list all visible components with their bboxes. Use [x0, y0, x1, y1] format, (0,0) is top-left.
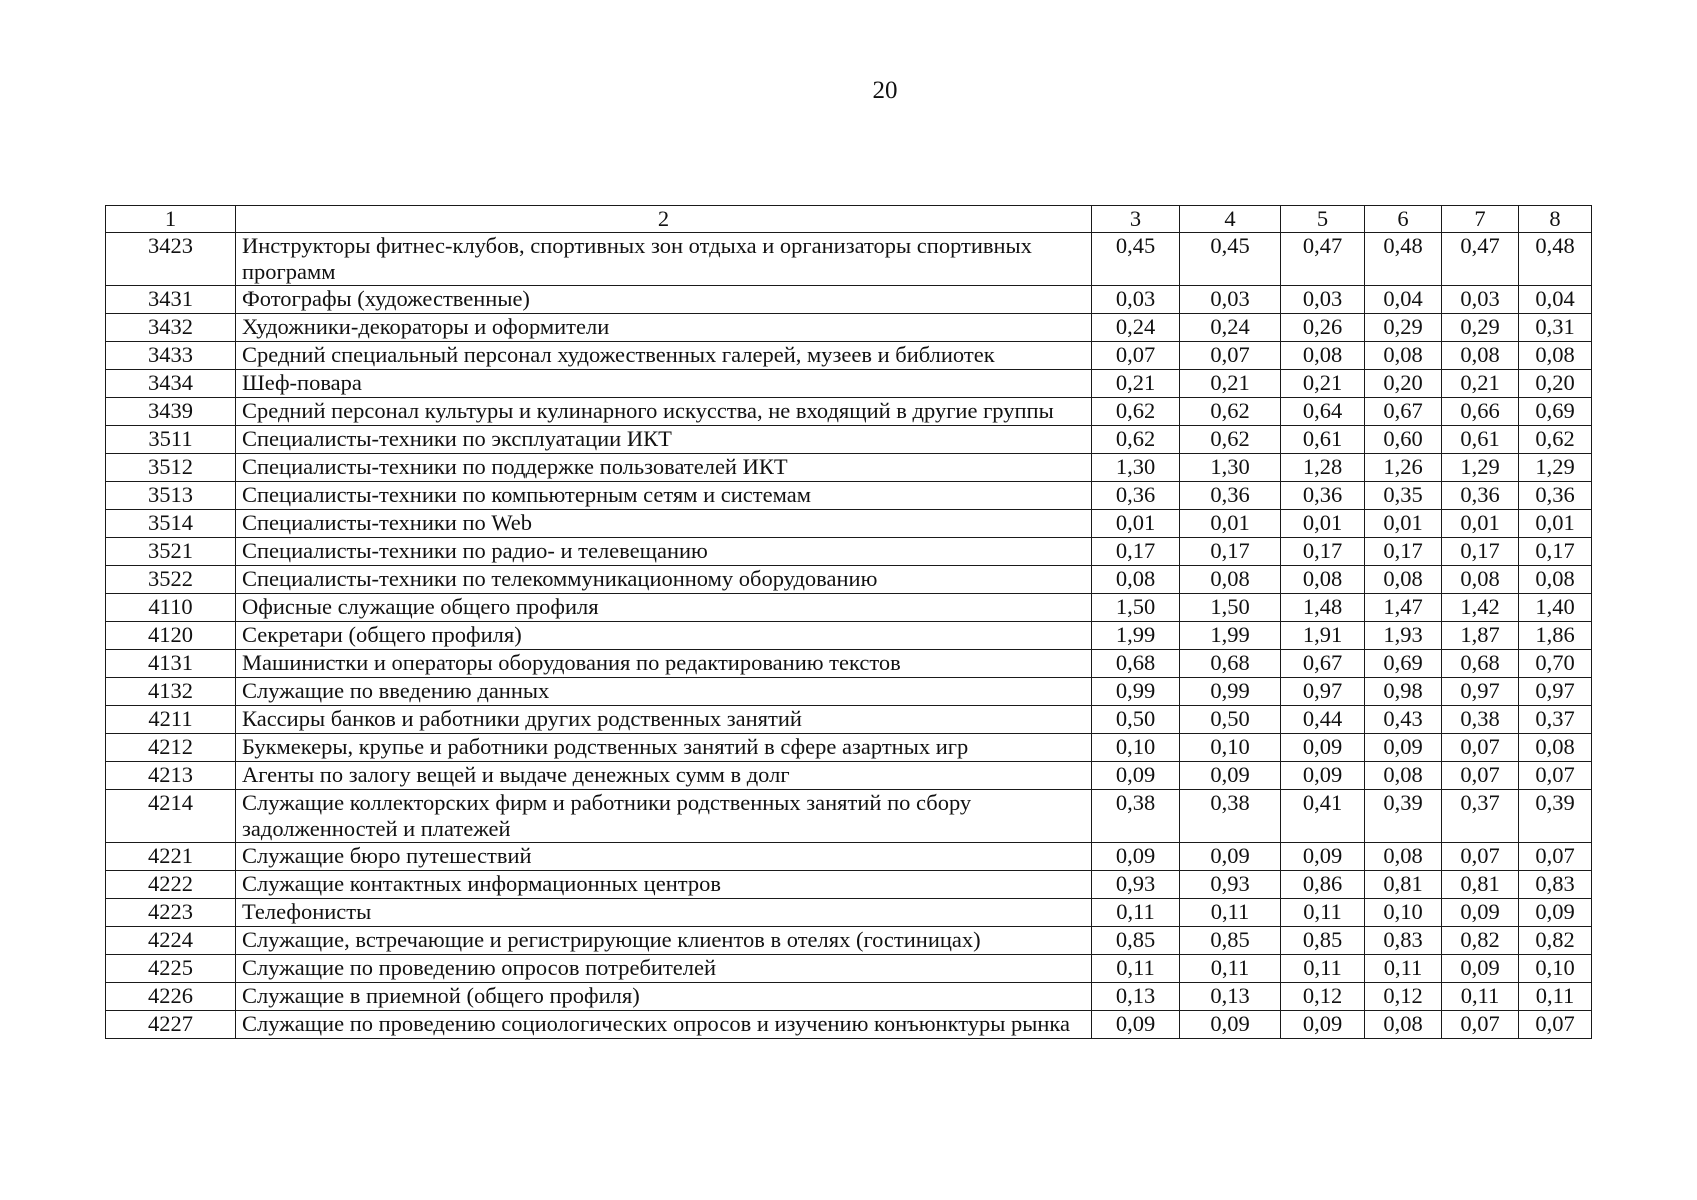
value-cell: 0,85 — [1281, 927, 1365, 955]
value-cell: 0,35 — [1365, 482, 1442, 510]
table-row — [106, 706, 1592, 734]
occupation-name: Служащие по проведению социологических опросов и изучению конъюнктуры рынка — [236, 1011, 1092, 1039]
occupation-name: Офисные служащие общего профиля — [236, 594, 1092, 622]
value-cell: 0,09 — [1442, 955, 1519, 983]
value-cell: 0,21 — [1180, 370, 1281, 398]
value-cell: 0,09 — [1092, 762, 1180, 790]
value-cell: 0,38 — [1092, 790, 1180, 843]
value-cell: 0,99 — [1180, 678, 1281, 706]
occupation-name: Средний специальный персонал художественных галерей, музеев и библиотек — [236, 342, 1092, 370]
value-cell: 0,47 — [1442, 233, 1519, 286]
occupation-name: Машинистки и операторы оборудования по редактированию текстов — [236, 650, 1092, 678]
value-cell: 0,09 — [1281, 843, 1365, 871]
column-header: 5 — [1281, 206, 1365, 233]
value-cell: 0,36 — [1180, 482, 1281, 510]
occupation-name: Специалисты-техники по Web — [236, 510, 1092, 538]
value-cell: 1,30 — [1180, 454, 1281, 482]
value-cell: 0,45 — [1092, 233, 1180, 286]
value-cell: 0,24 — [1180, 314, 1281, 342]
value-cell: 0,36 — [1281, 482, 1365, 510]
value-cell: 0,38 — [1180, 790, 1281, 843]
value-cell: 0,08 — [1442, 342, 1519, 370]
value-cell: 0,24 — [1092, 314, 1180, 342]
occupation-code: 4214 — [106, 790, 236, 843]
value-cell: 0,21 — [1281, 370, 1365, 398]
value-cell: 0,09 — [1281, 734, 1365, 762]
value-cell: 0,21 — [1092, 370, 1180, 398]
column-header: 1 — [106, 206, 236, 233]
value-cell: 0,13 — [1092, 983, 1180, 1011]
value-cell: 1,47 — [1365, 594, 1442, 622]
value-cell: 0,09 — [1092, 843, 1180, 871]
value-cell: 1,29 — [1519, 454, 1592, 482]
occupation-code: 3423 — [106, 233, 236, 286]
value-cell: 0,41 — [1281, 790, 1365, 843]
value-cell: 1,48 — [1281, 594, 1365, 622]
value-cell: 0,17 — [1180, 538, 1281, 566]
value-cell: 0,47 — [1281, 233, 1365, 286]
column-header: 6 — [1365, 206, 1442, 233]
value-cell: 0,29 — [1442, 314, 1519, 342]
value-cell: 0,09 — [1281, 762, 1365, 790]
occupation-code: 3522 — [106, 566, 236, 594]
occupation-code: 4223 — [106, 899, 236, 927]
value-cell: 0,08 — [1365, 762, 1442, 790]
value-cell: 0,01 — [1442, 510, 1519, 538]
table-row — [106, 426, 1592, 454]
value-cell: 0,01 — [1281, 510, 1365, 538]
value-cell: 0,81 — [1365, 871, 1442, 899]
value-cell: 0,31 — [1519, 314, 1592, 342]
value-cell: 0,39 — [1365, 790, 1442, 843]
occupation-name: Специалисты-техники по поддержке пользователей ИКТ — [236, 454, 1092, 482]
table-row — [106, 927, 1592, 955]
table-row — [106, 650, 1592, 678]
table-row — [106, 678, 1592, 706]
occupation-name: Служащие контактных информационных центров — [236, 871, 1092, 899]
value-cell: 0,36 — [1519, 482, 1592, 510]
column-header: 7 — [1442, 206, 1519, 233]
value-cell: 0,62 — [1092, 398, 1180, 426]
occupation-name: Служащие в приемной (общего профиля) — [236, 983, 1092, 1011]
table-row — [106, 899, 1592, 927]
value-cell: 0,64 — [1281, 398, 1365, 426]
value-cell: 0,67 — [1365, 398, 1442, 426]
value-cell: 0,62 — [1180, 398, 1281, 426]
occupation-name: Служащие бюро путешествий — [236, 843, 1092, 871]
occupation-name: Специалисты-техники по телекоммуникационному оборудованию — [236, 566, 1092, 594]
value-cell: 0,70 — [1519, 650, 1592, 678]
value-cell: 0,11 — [1281, 899, 1365, 927]
value-cell: 1,42 — [1442, 594, 1519, 622]
table-row — [106, 566, 1592, 594]
occupation-code: 4120 — [106, 622, 236, 650]
value-cell: 0,08 — [1180, 566, 1281, 594]
value-cell: 0,83 — [1365, 927, 1442, 955]
occupation-code: 3521 — [106, 538, 236, 566]
occupation-name: Инструкторы фитнес-клубов, спортивных зон отдыха и организаторы спортивных программ — [236, 233, 1092, 286]
occupation-code: 3433 — [106, 342, 236, 370]
occupation-name: Служащие по введению данных — [236, 678, 1092, 706]
value-cell: 0,11 — [1180, 955, 1281, 983]
occupation-code: 4213 — [106, 762, 236, 790]
value-cell: 1,29 — [1442, 454, 1519, 482]
value-cell: 1,50 — [1092, 594, 1180, 622]
column-header: 8 — [1519, 206, 1592, 233]
value-cell: 1,40 — [1519, 594, 1592, 622]
value-cell: 0,62 — [1092, 426, 1180, 454]
table-row — [106, 286, 1592, 314]
value-cell: 0,11 — [1092, 899, 1180, 927]
table-body — [106, 233, 1592, 1039]
value-cell: 0,61 — [1442, 426, 1519, 454]
value-cell: 0,62 — [1180, 426, 1281, 454]
value-cell: 0,86 — [1281, 871, 1365, 899]
value-cell: 0,07 — [1092, 342, 1180, 370]
occupation-name: Секретари (общего профиля) — [236, 622, 1092, 650]
occupation-code: 4224 — [106, 927, 236, 955]
value-cell: 0,83 — [1519, 871, 1592, 899]
occupation-code: 3513 — [106, 482, 236, 510]
table-row — [106, 790, 1592, 843]
value-cell: 0,82 — [1519, 927, 1592, 955]
table-row — [106, 538, 1592, 566]
value-cell: 0,07 — [1519, 1011, 1592, 1039]
occupation-name: Агенты по залогу вещей и выдаче денежных сумм в долг — [236, 762, 1092, 790]
table-row — [106, 510, 1592, 538]
value-cell: 0,08 — [1365, 342, 1442, 370]
value-cell: 0,09 — [1092, 1011, 1180, 1039]
table-row — [106, 1011, 1592, 1039]
value-cell: 0,08 — [1281, 566, 1365, 594]
value-cell: 0,01 — [1519, 510, 1592, 538]
value-cell: 0,11 — [1092, 955, 1180, 983]
occupation-code: 4110 — [106, 594, 236, 622]
value-cell: 1,99 — [1180, 622, 1281, 650]
occupation-code: 4226 — [106, 983, 236, 1011]
column-header: 2 — [236, 206, 1092, 233]
value-cell: 0,04 — [1365, 286, 1442, 314]
value-cell: 0,09 — [1180, 762, 1281, 790]
value-cell: 0,07 — [1442, 843, 1519, 871]
value-cell: 0,39 — [1519, 790, 1592, 843]
value-cell: 0,08 — [1365, 1011, 1442, 1039]
value-cell: 0,08 — [1519, 342, 1592, 370]
value-cell: 0,03 — [1092, 286, 1180, 314]
occupation-name: Букмекеры, крупье и работники родственных занятий в сфере азартных игр — [236, 734, 1092, 762]
value-cell: 0,07 — [1519, 762, 1592, 790]
value-cell: 0,13 — [1180, 983, 1281, 1011]
value-cell: 0,08 — [1092, 566, 1180, 594]
value-cell: 1,86 — [1519, 622, 1592, 650]
value-cell: 0,11 — [1281, 955, 1365, 983]
value-cell: 0,69 — [1519, 398, 1592, 426]
table-row — [106, 871, 1592, 899]
value-cell: 0,68 — [1180, 650, 1281, 678]
value-cell: 0,43 — [1365, 706, 1442, 734]
value-cell: 0,85 — [1180, 927, 1281, 955]
table-row — [106, 233, 1592, 286]
value-cell: 0,10 — [1180, 734, 1281, 762]
table-row — [106, 762, 1592, 790]
value-cell: 0,01 — [1092, 510, 1180, 538]
table-row — [106, 843, 1592, 871]
value-cell: 0,48 — [1519, 233, 1592, 286]
occupation-name: Художники-декораторы и оформители — [236, 314, 1092, 342]
occupation-code: 4132 — [106, 678, 236, 706]
occupation-code: 3439 — [106, 398, 236, 426]
occupation-name: Служащие, встречающие и регистрирующие клиентов в отелях (гостиницах) — [236, 927, 1092, 955]
value-cell: 0,97 — [1442, 678, 1519, 706]
value-cell: 1,99 — [1092, 622, 1180, 650]
value-cell: 0,29 — [1365, 314, 1442, 342]
occupation-code: 4221 — [106, 843, 236, 871]
value-cell: 1,50 — [1180, 594, 1281, 622]
value-cell: 0,93 — [1092, 871, 1180, 899]
value-cell: 0,17 — [1281, 538, 1365, 566]
value-cell: 0,09 — [1365, 734, 1442, 762]
value-cell: 0,60 — [1365, 426, 1442, 454]
occupation-code: 4222 — [106, 871, 236, 899]
value-cell: 0,61 — [1281, 426, 1365, 454]
value-cell: 0,03 — [1180, 286, 1281, 314]
value-cell: 0,26 — [1281, 314, 1365, 342]
table-row — [106, 454, 1592, 482]
value-cell: 0,37 — [1442, 790, 1519, 843]
value-cell: 0,10 — [1365, 899, 1442, 927]
occupation-code: 4212 — [106, 734, 236, 762]
occupation-code: 4227 — [106, 1011, 236, 1039]
occupation-code: 4225 — [106, 955, 236, 983]
occupation-name: Служащие по проведению опросов потребителей — [236, 955, 1092, 983]
value-cell: 0,17 — [1442, 538, 1519, 566]
table-row — [106, 983, 1592, 1011]
value-cell: 0,38 — [1442, 706, 1519, 734]
value-cell: 0,11 — [1180, 899, 1281, 927]
value-cell: 0,07 — [1180, 342, 1281, 370]
table-row — [106, 370, 1592, 398]
occupation-name: Шеф-повара — [236, 370, 1092, 398]
value-cell: 1,93 — [1365, 622, 1442, 650]
value-cell: 0,07 — [1442, 734, 1519, 762]
table-row — [106, 342, 1592, 370]
occupation-name: Телефонисты — [236, 899, 1092, 927]
value-cell: 0,37 — [1519, 706, 1592, 734]
value-cell: 1,28 — [1281, 454, 1365, 482]
occupation-code: 3432 — [106, 314, 236, 342]
value-cell: 0,12 — [1281, 983, 1365, 1011]
occupation-table — [105, 205, 1592, 1039]
occupation-name: Средний персонал культуры и кулинарного искусства, не входящий в другие группы — [236, 398, 1092, 426]
occupation-code: 3511 — [106, 426, 236, 454]
occupation-name: Служащие коллекторских фирм и работники родственных занятий по сбору задолженностей и платежей — [236, 790, 1092, 843]
value-cell: 0,50 — [1092, 706, 1180, 734]
value-cell: 0,68 — [1442, 650, 1519, 678]
page-number: 20 — [872, 77, 898, 104]
table-row — [106, 955, 1592, 983]
value-cell: 0,11 — [1442, 983, 1519, 1011]
column-header: 3 — [1092, 206, 1180, 233]
value-cell: 0,36 — [1092, 482, 1180, 510]
occupation-name: Кассиры банков и работники других родственных занятий — [236, 706, 1092, 734]
value-cell: 0,97 — [1519, 678, 1592, 706]
value-cell: 0,82 — [1442, 927, 1519, 955]
occupation-name: Специалисты-техники по эксплуатации ИКТ — [236, 426, 1092, 454]
table-row — [106, 594, 1592, 622]
value-cell: 0,69 — [1365, 650, 1442, 678]
value-cell: 0,01 — [1180, 510, 1281, 538]
occupation-code: 3431 — [106, 286, 236, 314]
value-cell: 0,68 — [1092, 650, 1180, 678]
value-cell: 0,45 — [1180, 233, 1281, 286]
value-cell: 0,44 — [1281, 706, 1365, 734]
value-cell: 0,17 — [1092, 538, 1180, 566]
occupation-code: 4211 — [106, 706, 236, 734]
value-cell: 0,21 — [1442, 370, 1519, 398]
value-cell: 0,09 — [1281, 1011, 1365, 1039]
value-cell: 0,08 — [1442, 566, 1519, 594]
value-cell: 0,12 — [1365, 983, 1442, 1011]
value-cell: 0,62 — [1519, 426, 1592, 454]
value-cell: 0,50 — [1180, 706, 1281, 734]
value-cell: 0,03 — [1281, 286, 1365, 314]
value-cell: 0,07 — [1442, 1011, 1519, 1039]
table-row — [106, 398, 1592, 426]
value-cell: 0,17 — [1365, 538, 1442, 566]
value-cell: 0,93 — [1180, 871, 1281, 899]
value-cell: 0,48 — [1365, 233, 1442, 286]
value-cell: 0,67 — [1281, 650, 1365, 678]
value-cell: 0,08 — [1365, 566, 1442, 594]
value-cell: 0,04 — [1519, 286, 1592, 314]
value-cell: 0,20 — [1519, 370, 1592, 398]
table-row — [106, 622, 1592, 650]
occupation-code: 3514 — [106, 510, 236, 538]
value-cell: 0,11 — [1365, 955, 1442, 983]
value-cell: 0,09 — [1180, 1011, 1281, 1039]
value-cell: 0,08 — [1519, 566, 1592, 594]
value-cell: 1,26 — [1365, 454, 1442, 482]
value-cell: 0,09 — [1442, 899, 1519, 927]
occupation-code: 3512 — [106, 454, 236, 482]
value-cell: 0,08 — [1519, 734, 1592, 762]
value-cell: 0,09 — [1519, 899, 1592, 927]
occupation-name: Специалисты-техники по компьютерным сетям и системам — [236, 482, 1092, 510]
occupation-code: 3434 — [106, 370, 236, 398]
value-cell: 0,03 — [1442, 286, 1519, 314]
header-row — [106, 206, 1592, 233]
value-cell: 0,08 — [1281, 342, 1365, 370]
table-row — [106, 482, 1592, 510]
value-cell: 0,66 — [1442, 398, 1519, 426]
value-cell: 0,85 — [1092, 927, 1180, 955]
value-cell: 0,99 — [1092, 678, 1180, 706]
value-cell: 0,07 — [1442, 762, 1519, 790]
table-row — [106, 314, 1592, 342]
value-cell: 0,09 — [1180, 843, 1281, 871]
value-cell: 0,07 — [1519, 843, 1592, 871]
value-cell: 0,01 — [1365, 510, 1442, 538]
value-cell: 0,98 — [1365, 678, 1442, 706]
value-cell: 0,08 — [1365, 843, 1442, 871]
value-cell: 0,36 — [1442, 482, 1519, 510]
value-cell: 1,87 — [1442, 622, 1519, 650]
value-cell: 0,20 — [1365, 370, 1442, 398]
value-cell: 0,10 — [1092, 734, 1180, 762]
column-header: 4 — [1180, 206, 1281, 233]
value-cell: 0,11 — [1519, 983, 1592, 1011]
value-cell: 0,17 — [1519, 538, 1592, 566]
value-cell: 1,91 — [1281, 622, 1365, 650]
occupation-name: Специалисты-техники по радио- и телевещанию — [236, 538, 1092, 566]
value-cell: 0,10 — [1519, 955, 1592, 983]
occupation-code: 4131 — [106, 650, 236, 678]
value-cell: 0,81 — [1442, 871, 1519, 899]
occupation-name: Фотографы (художественные) — [236, 286, 1092, 314]
table-row — [106, 734, 1592, 762]
value-cell: 1,30 — [1092, 454, 1180, 482]
value-cell: 0,97 — [1281, 678, 1365, 706]
